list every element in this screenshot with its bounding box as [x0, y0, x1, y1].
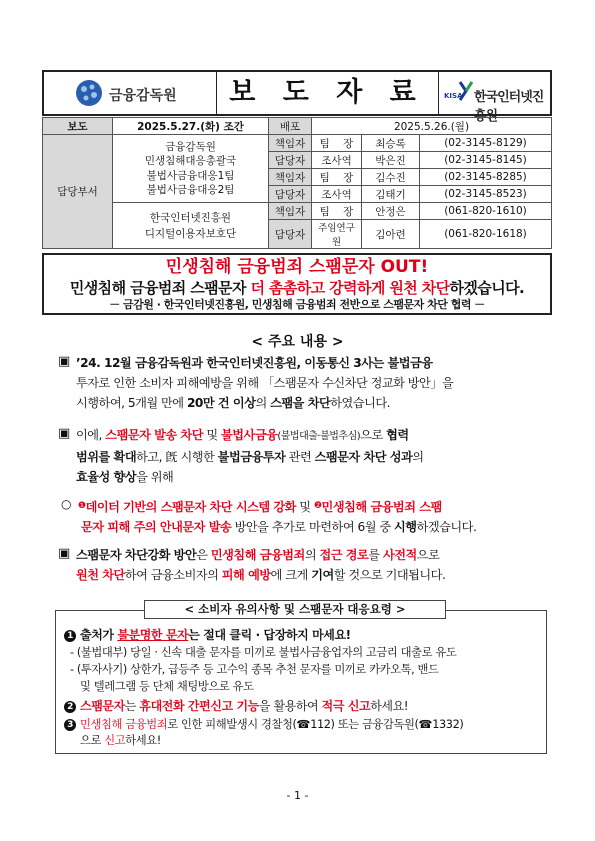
- text: 출처가: [80, 628, 118, 642]
- text-red: 불법사금융: [221, 428, 278, 442]
- release-value: 2025.5.26.(월): [312, 118, 552, 135]
- contact-role: 책임자: [269, 203, 312, 220]
- contact-role: 담당자: [269, 220, 312, 249]
- square-bullet-icon: ▣: [58, 426, 71, 441]
- text: 관련: [285, 450, 315, 464]
- text-red: 접근 경로: [319, 548, 369, 562]
- consumer-tips-box: [55, 610, 547, 754]
- text: 는: [124, 699, 140, 713]
- contact-name: 김아련: [362, 220, 420, 249]
- text-red: 불분명한 문자: [117, 628, 189, 642]
- page-number: - 1 -: [286, 789, 309, 802]
- org1-line: 불법사금융대응1팀: [146, 169, 235, 182]
- text: 은: [196, 548, 211, 562]
- org1-line: 민생침해대응총괄국: [144, 155, 237, 167]
- contact-phone: (061-820-1618): [420, 220, 552, 249]
- release-label: 배포: [269, 118, 312, 135]
- text: 할 것으로 기대됩니다.: [333, 568, 446, 582]
- number-two-icon: ❷: [313, 501, 322, 511]
- contact-title: 팀 장: [312, 169, 362, 186]
- p4-line: [76, 565, 546, 585]
- text-red: 원천 차단: [76, 568, 125, 582]
- contact-title: 팀 장: [312, 203, 362, 220]
- text-bold: 스팸을 차단: [270, 396, 331, 410]
- section-heading: < 주요 내용 >: [251, 334, 344, 350]
- fss-logo-area: [44, 72, 217, 114]
- text-bold: 시행: [394, 520, 417, 534]
- text: 으로: [416, 548, 440, 562]
- headline-note: － 금감원 · 한국인터넷진흥원, 민생침해 금융범죄 전반으로 스팸문자 차단 협력 －: [109, 298, 485, 311]
- text: 으로: [80, 734, 105, 747]
- text-bold: 범위를 확대: [76, 450, 137, 464]
- embargo-label: 보도: [43, 118, 113, 135]
- contact-phone: (02-3145-8129): [420, 135, 552, 152]
- text-bold: 스팸문자 차단강화 방안: [76, 548, 197, 562]
- contact-name: 최승록: [362, 135, 420, 152]
- text-red: 민생침해 금융범죄: [80, 718, 168, 731]
- paragraph-2: [76, 425, 546, 487]
- text: 의: [304, 548, 320, 562]
- contact-role: 책임자: [269, 135, 312, 152]
- subheadline-part: 민생침해 금융범죄 스팸문자: [69, 279, 251, 297]
- tip-1: [64, 627, 351, 643]
- tip-1-sub: 및 텔레그램 등 단체 채팅방으로 유도: [80, 680, 254, 693]
- text: 하고, 旣 시행한: [136, 450, 218, 464]
- press-title: 보 도 자 료: [229, 77, 425, 108]
- text-red: 사전적: [382, 548, 417, 562]
- org2-cell: [113, 203, 269, 249]
- contact-name: 김태기: [362, 186, 420, 203]
- text-red: 휴대전화 간편신고 기능: [139, 699, 259, 713]
- text-small: (불법대출·불법추심): [277, 431, 361, 442]
- tip-1-sub: - (불법대부) 당일 · 신속 대출 문자를 미끼로 불법사금융업자의 고금리 대출로 유도: [70, 646, 457, 659]
- contact-name: 박은진: [362, 152, 420, 169]
- contact-name: 안정은: [362, 203, 420, 220]
- number-three-icon: 3: [64, 719, 76, 731]
- tip-3-cont: [80, 733, 161, 749]
- subheadline-part: 하겠습니다.: [449, 279, 525, 297]
- text-red: 피해 예방: [221, 568, 271, 582]
- circle-bullet-icon: ○: [61, 497, 72, 511]
- text: 의: [255, 396, 271, 410]
- text: 하세요!: [370, 699, 409, 713]
- subheadline-emphasis: 더 촘촘하고 강력하게 원천 차단: [250, 279, 450, 297]
- text-bold: 스팸문자 차단 성과: [314, 450, 413, 464]
- contact-title: 팀 장: [312, 135, 362, 152]
- embargo-value: 2025.5.27.(화) 조간: [113, 118, 269, 135]
- contact-title: 조사역: [312, 152, 362, 169]
- contact-role: 담당자: [269, 186, 312, 203]
- text-red: 데이터 기반의 스팸문자 차단 시스템 강화: [85, 500, 296, 514]
- p2-line: [76, 467, 546, 487]
- text-bold: 불법금융투자: [217, 450, 286, 464]
- contact-info-table: [42, 117, 552, 249]
- org2-line: 디지털이용자보호단: [144, 227, 237, 240]
- text-red: 스팸문자: [80, 699, 125, 713]
- text: 하세요!: [125, 734, 161, 747]
- press-header: [42, 70, 552, 124]
- p3-line: [78, 496, 548, 517]
- text: 에 크게: [270, 568, 312, 582]
- tip-1-sub: - (투자사기) 상한가, 급등주 등 고수익 종목 추천 문자를 미끼로 카카오톡, 밴드: [70, 663, 439, 676]
- text: 및: [295, 500, 314, 514]
- text: 방안을 추가로 마련하여 6월 중: [231, 520, 395, 534]
- text-bold: 20만 건 이상: [186, 396, 256, 410]
- text: 및: [202, 428, 221, 442]
- square-bullet-icon: ▣: [58, 354, 71, 369]
- number-one-icon: 1: [64, 630, 76, 642]
- text: 이에,: [76, 428, 106, 442]
- contact-phone: (061-820-1610): [420, 203, 552, 220]
- text-red: 스팸문자 발송 차단: [105, 428, 203, 442]
- text: 을 위해: [136, 470, 174, 484]
- text: 을 활용하여: [258, 699, 322, 713]
- text-red: 문자 피해 주의 안내문자 발송: [81, 520, 232, 534]
- p2-line: [76, 425, 546, 447]
- org1-cell: [113, 135, 269, 203]
- press-title-area: [216, 72, 439, 114]
- text: 하였습니다.: [330, 396, 390, 410]
- text: 의: [412, 450, 424, 464]
- contact-phone: (02-3145-8145): [420, 152, 552, 169]
- tip-2: [64, 698, 408, 714]
- text: 으로: [360, 428, 387, 442]
- tip-3: [64, 717, 463, 733]
- p4-line: [76, 545, 546, 565]
- p3-line: [78, 517, 548, 537]
- p1-line: 투자로 인한 소비자 피해예방을 위해 「스팸문자 수신차단 정교화 방안」을: [76, 376, 454, 390]
- paragraph-3: [78, 496, 548, 537]
- kisa-logo-icon: [458, 80, 474, 102]
- dept-label: 담당부서: [43, 135, 113, 249]
- kisa-name: 한국인터넷진흥원: [474, 90, 544, 124]
- fss-logo-icon: [72, 78, 106, 108]
- kisa-abbr: KISA: [444, 92, 463, 100]
- text-bold: 협력: [386, 428, 409, 442]
- p2-line: [76, 447, 546, 467]
- contact-name: 김수진: [362, 169, 420, 186]
- contact-role: 책임자: [269, 169, 312, 186]
- contact-title: 조사역: [312, 186, 362, 203]
- text-red: 민생침해 금융범죄 스팸: [321, 500, 442, 514]
- text-bold: 기여: [311, 568, 334, 582]
- paragraph-1: [76, 353, 546, 413]
- consumer-tips-heading: < 소비자 유의사항 및 스팸문자 대응요령 >: [144, 600, 446, 619]
- contact-title: 주임연구원: [312, 220, 362, 249]
- contact-role: 담당자: [269, 152, 312, 169]
- text: 하겠습니다.: [416, 520, 477, 534]
- subheadline: [44, 278, 550, 298]
- text-red: 적극 신고: [321, 699, 371, 713]
- square-bullet-icon: ▣: [58, 546, 71, 561]
- text-red: 민생침해 금융범죄: [210, 548, 305, 562]
- text-bold: 효율성 향상: [76, 470, 137, 484]
- text: 하여 금융소비자의: [124, 568, 222, 582]
- contact-phone: (02-3145-8523): [420, 186, 552, 203]
- org1-line: 불법사금융대응2팀: [146, 184, 235, 196]
- kisa-logo-area: [438, 72, 550, 124]
- headline: 민생침해 금융범죄 스팸문자 OUT!: [165, 257, 429, 277]
- text: 로 인한 피해발생시 경찰청(☎112) 또는 금융감독원(☎1332): [167, 718, 464, 731]
- contact-phone: (02-3145-8285): [420, 169, 552, 186]
- org1-line: 금융감독원: [165, 140, 216, 153]
- text: 는 절대 클릭 · 답장하지 마세요!: [188, 628, 351, 642]
- text-red: 신고: [104, 734, 126, 747]
- number-one-icon: ❶: [78, 501, 86, 511]
- text: 를: [368, 548, 383, 562]
- text: 시행하여, 5개월 만에: [76, 396, 187, 410]
- paragraph-4: [76, 545, 546, 585]
- p1-line: ’24. 12월 금융감독원과 한국인터넷진흥원, 이동통신 3사는 불법금융: [76, 356, 433, 370]
- org2-line: 한국인터넷진흥원: [149, 211, 232, 224]
- headline-box: [42, 253, 552, 315]
- number-two-icon: 2: [64, 701, 76, 713]
- p1-line: [76, 393, 546, 413]
- fss-name: 금융감독원: [109, 88, 177, 104]
